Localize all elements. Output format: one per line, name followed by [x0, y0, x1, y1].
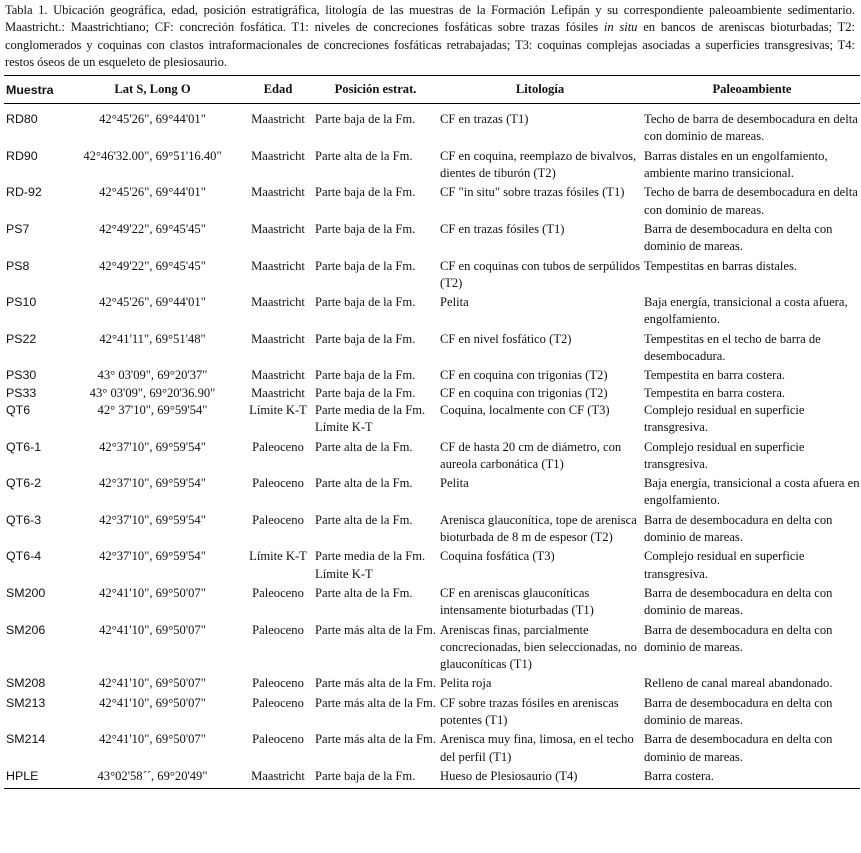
- cell-litologia: CF sobre trazas fósiles en areniscas potentes (T1): [440, 695, 619, 727]
- cell-litologia: Hueso de Plesiosaurio (T4): [438, 768, 642, 789]
- cell-posicion: Parte más alta de la Fm.: [315, 732, 437, 747]
- cell-lat-long: 42° 37'10", 69°59'54": [97, 402, 208, 417]
- cell-paleoambiente: Barra de desembocadura en delta con dominio de mareas.: [644, 221, 833, 254]
- cell-posicion: Parte más alta de la Fm.: [315, 695, 437, 710]
- cell-paleoambiente: Tempestitas en el techo de barra de desembocadura.: [644, 331, 821, 364]
- cell-lat-long: 42°49'22", 69°45'45": [99, 258, 206, 273]
- cell-posicion: Parte baja de la Fm.: [315, 221, 416, 236]
- cell-posicion: Parte baja de la Fm.: [315, 112, 416, 127]
- cell-edad: Maastricht: [251, 368, 305, 383]
- cell-lat-long: 42°41'10", 69°50'07": [99, 695, 206, 710]
- cell-lat-long: 42°45'26", 69°44'01": [99, 112, 206, 127]
- cell-lat-long: 42°46'32.00", 69°51'16.40": [83, 148, 222, 163]
- table-caption: [5, 2, 855, 71]
- cell-muestra: QT6-4: [6, 549, 42, 564]
- table-row: [4, 622, 860, 676]
- cell-paleoambiente: Barra costera.: [642, 768, 860, 789]
- cell-muestra: PS33: [6, 385, 37, 400]
- cell-lat-long: 42°37'10", 69°59'54": [99, 476, 206, 491]
- cell-muestra: SM206: [6, 622, 46, 637]
- cell-lat-long: 42°41'10", 69°50'07": [99, 585, 206, 600]
- cell-edad: Límite K-T: [249, 549, 307, 564]
- cell-edad: Paleoceno: [252, 439, 304, 454]
- cell-muestra: PS10: [6, 295, 37, 310]
- cell-edad: Paleoceno: [252, 695, 304, 710]
- cell-litologia: CF en trazas (T1): [440, 112, 529, 127]
- cell-litologia: Coquina, localmente con CF (T3): [440, 402, 610, 417]
- cell-lat-long: 42°37'10", 69°59'54": [99, 549, 206, 564]
- table-row: [4, 104, 860, 148]
- cell-litologia: CF en coquinas con tubos de serpúlidos (T2): [440, 258, 641, 290]
- cell-posicion: Parte alta de la Fm.: [315, 148, 413, 163]
- cell-lat-long: 42°45'26", 69°44'01": [99, 185, 206, 200]
- cell-litologia: CF en areniscas glauconíticas intensamente bioturbadas (T1): [440, 585, 594, 618]
- cell-paleoambiente: Barras distales en un engolfamiento, ambiente marino transicional.: [644, 148, 828, 181]
- cell-lat-long: 42°37'10", 69°59'54": [99, 439, 206, 454]
- table-row: [4, 331, 860, 368]
- header-litologia: Litología: [438, 76, 642, 104]
- cell-edad: Paleoceno: [252, 512, 304, 527]
- cell-edad: Maastricht: [251, 112, 305, 127]
- header-posicion: Posición estrat.: [313, 76, 438, 104]
- cell-paleoambiente: Complejo residual en superficie transgresiva.: [644, 402, 805, 435]
- cell-lat-long: 42°37'10", 69°59'54": [99, 512, 206, 527]
- cell-edad: Maastricht: [251, 258, 305, 273]
- cell-paleoambiente: Baja energía, transicional a costa afuera, engolfamiento.: [644, 295, 848, 327]
- cell-lat-long: 43° 03'09", 69°20'37": [97, 368, 208, 383]
- table-row: [4, 768, 860, 789]
- cell-litologia: CF "in situ" sobre trazas fósiles (T1): [440, 185, 625, 200]
- cell-muestra: QT6: [6, 402, 31, 417]
- table-row: [4, 548, 860, 585]
- cell-posicion: Parte baja de la Fm.: [315, 368, 416, 383]
- cell-posicion: Parte baja de la Fm.: [315, 185, 416, 200]
- cell-litologia: CF en nivel fosfático (T2): [440, 331, 572, 346]
- cell-paleoambiente: Tempestita en barra costera.: [644, 385, 786, 400]
- cell-edad: Límite K-T: [249, 402, 307, 417]
- cell-paleoambiente: Complejo residual en superficie transgresiva.: [644, 439, 805, 471]
- cell-posicion: Parte media de la Fm. Límite K-T: [315, 549, 426, 581]
- cell-litologia: Coquina fosfática (T3): [440, 549, 555, 564]
- cell-litologia: Arenisca glauconítica, tope de arenisca bioturbada de 8 m de espesor (T2): [440, 512, 637, 545]
- cell-edad: Paleoceno: [252, 622, 304, 637]
- cell-muestra: SM214: [6, 732, 46, 747]
- cell-muestra: QT6-3: [6, 512, 42, 527]
- cell-muestra: SM200: [6, 585, 46, 600]
- samples-table: [4, 75, 860, 789]
- cell-muestra: HPLE: [4, 768, 62, 789]
- cell-lat-long: 42°41'10", 69°50'07": [99, 676, 206, 691]
- cell-paleoambiente: Techo de barra de desembocadura en delta con dominio de mareas.: [644, 112, 858, 144]
- caption-italic-term: in situ: [603, 20, 638, 35]
- table-row: [4, 439, 860, 476]
- cell-paleoambiente: Barra de desembocadura en delta con dominio de mareas.: [644, 622, 833, 654]
- header-edad: Edad: [243, 76, 313, 104]
- cell-edad: Paleoceno: [252, 585, 304, 600]
- cell-muestra: PS30: [6, 368, 37, 383]
- cell-paleoambiente: Tempestita en barra costera.: [644, 368, 786, 383]
- table-row: [4, 367, 860, 384]
- table-row: [4, 184, 860, 221]
- cell-paleoambiente: Barra de desembocadura en delta con dominio de mareas.: [644, 695, 833, 727]
- table-row: [4, 385, 860, 402]
- caption-text-end: en bancos de areniscas bioturbadas; T2: conglomerados y coquinas con clastos intraformacionales de concreciones fosfáticas retrabajadas; T3: coquinas complejas asociadas a superficies transgresivas; T4: restos óseos de un esqueleto de plesiosaurio.: [5, 20, 855, 69]
- cell-muestra: SM208: [6, 676, 46, 691]
- cell-posicion: Parte baja de la Fm.: [315, 331, 416, 346]
- cell-posicion: Parte más alta de la Fm.: [315, 622, 437, 637]
- table-body: [4, 104, 860, 789]
- cell-edad: Maastricht: [251, 385, 305, 400]
- cell-posicion: Parte alta de la Fm.: [315, 585, 413, 600]
- cell-paleoambiente: Barra de desembocadura en delta con dominio de mareas.: [644, 512, 833, 545]
- table-row: [4, 695, 860, 732]
- cell-muestra: RD90: [6, 148, 38, 163]
- cell-litologia: CF en coquina con trigonias (T2): [440, 385, 608, 400]
- cell-litologia: CF en trazas fósiles (T1): [440, 221, 565, 236]
- cell-litologia: Areniscas finas, parcialmente concrecionadas, bien seleccionadas, no glauconíticas (T1): [440, 622, 637, 672]
- cell-muestra: PS22: [6, 331, 37, 346]
- caption-text-start: Tabla 1. Ubicación geográfica, edad, posición estratigráfica, litología de las muestras de la Formación Lefipán y su correspondiente paleoambiente sedimentario. Maastricht.: Maastrichtiano; CF: concreción fosfática. T1: niveles de concreciones fosfáticas sobre trazas fósiles: [5, 3, 855, 35]
- cell-posicion: Parte alta de la Fm.: [315, 512, 413, 527]
- cell-posicion: Parte baja de la Fm.: [315, 295, 416, 310]
- header-paleoambiente: Paleoambiente: [642, 76, 860, 104]
- table-row: [4, 221, 860, 258]
- cell-litologia: CF de hasta 20 cm de diámetro, con aureola carbonática (T1): [440, 439, 622, 471]
- cell-paleoambiente: Barra de desembocadura en delta con dominio de mareas.: [644, 732, 833, 764]
- cell-muestra: PS8: [6, 258, 30, 273]
- cell-litologia: Pelita: [440, 295, 469, 310]
- cell-muestra: QT6-1: [6, 439, 42, 454]
- cell-litologia: CF en coquina, reemplazo de bivalvos, dientes de tiburón (T2): [440, 148, 637, 181]
- header-lat-long: Lat S, Long O: [62, 76, 243, 104]
- cell-lat-long: 42°41'10", 69°50'07": [99, 622, 206, 637]
- cell-posicion: Parte alta de la Fm.: [315, 439, 413, 454]
- cell-posicion: Parte baja de la Fm.: [315, 385, 416, 400]
- cell-posicion: Parte alta de la Fm.: [315, 476, 413, 491]
- table-row: [4, 512, 860, 549]
- cell-lat-long: 42°41'10", 69°50'07": [99, 732, 206, 747]
- table-row: [4, 475, 860, 512]
- cell-lat-long: 42°41'11", 69°51'48": [99, 331, 206, 346]
- cell-paleoambiente: Relleno de canal mareal abandonado.: [644, 676, 833, 691]
- cell-muestra: RD-92: [6, 185, 42, 200]
- cell-edad: Maastricht: [243, 768, 313, 789]
- cell-litologia: Pelita roja: [440, 676, 492, 691]
- cell-posicion: Parte baja de la Fm.: [315, 258, 416, 273]
- cell-edad: Paleoceno: [252, 676, 304, 691]
- cell-lat-long: 42°45'26", 69°44'01": [99, 295, 206, 310]
- cell-edad: Maastricht: [251, 148, 305, 163]
- cell-muestra: RD80: [6, 112, 38, 127]
- table-row: [4, 258, 860, 295]
- table-row: [4, 731, 860, 768]
- cell-posicion: Parte más alta de la Fm.: [315, 676, 437, 691]
- cell-edad: Maastricht: [251, 295, 305, 310]
- cell-edad: Paleoceno: [252, 476, 304, 491]
- table-header-row: [4, 76, 860, 104]
- cell-litologia: Arenisca muy fina, limosa, en el techo del perfil (T1): [440, 732, 634, 764]
- cell-muestra: PS7: [6, 221, 30, 236]
- cell-lat-long: 43° 03'09", 69°20'36.90": [89, 385, 216, 400]
- table-row: [4, 585, 860, 622]
- cell-paleoambiente: Techo de barra de desembocadura en delta con dominio de mareas.: [644, 185, 858, 217]
- cell-paleoambiente: Barra de desembocadura en delta con dominio de mareas.: [644, 585, 833, 618]
- cell-muestra: SM213: [6, 695, 46, 710]
- cell-lat-long: 42°49'22", 69°45'45": [99, 221, 206, 236]
- header-muestra: Muestra: [4, 76, 62, 104]
- table-row: [4, 148, 860, 185]
- cell-litologia: Pelita: [440, 476, 469, 491]
- cell-muestra: QT6-2: [6, 476, 42, 491]
- table-row: [4, 294, 860, 331]
- table-row: [4, 675, 860, 694]
- cell-edad: Paleoceno: [252, 732, 304, 747]
- table-row: [4, 402, 860, 439]
- cell-edad: Maastricht: [251, 331, 305, 346]
- cell-paleoambiente: Complejo residual en superficie transgresiva.: [644, 549, 805, 581]
- cell-lat-long: 43°02'58´´, 69°20'49": [62, 768, 243, 789]
- cell-posicion: Parte media de la Fm. Límite K-T: [315, 402, 426, 435]
- cell-paleoambiente: Baja energía, transicional a costa afuera en engolfamiento.: [644, 476, 860, 508]
- cell-litologia: CF en coquina con trigonias (T2): [440, 368, 608, 383]
- cell-posicion: Parte baja de la Fm.: [313, 768, 438, 789]
- cell-edad: Maastricht: [251, 221, 305, 236]
- cell-paleoambiente: Tempestitas en barras distales.: [644, 258, 797, 273]
- cell-edad: Maastricht: [251, 185, 305, 200]
